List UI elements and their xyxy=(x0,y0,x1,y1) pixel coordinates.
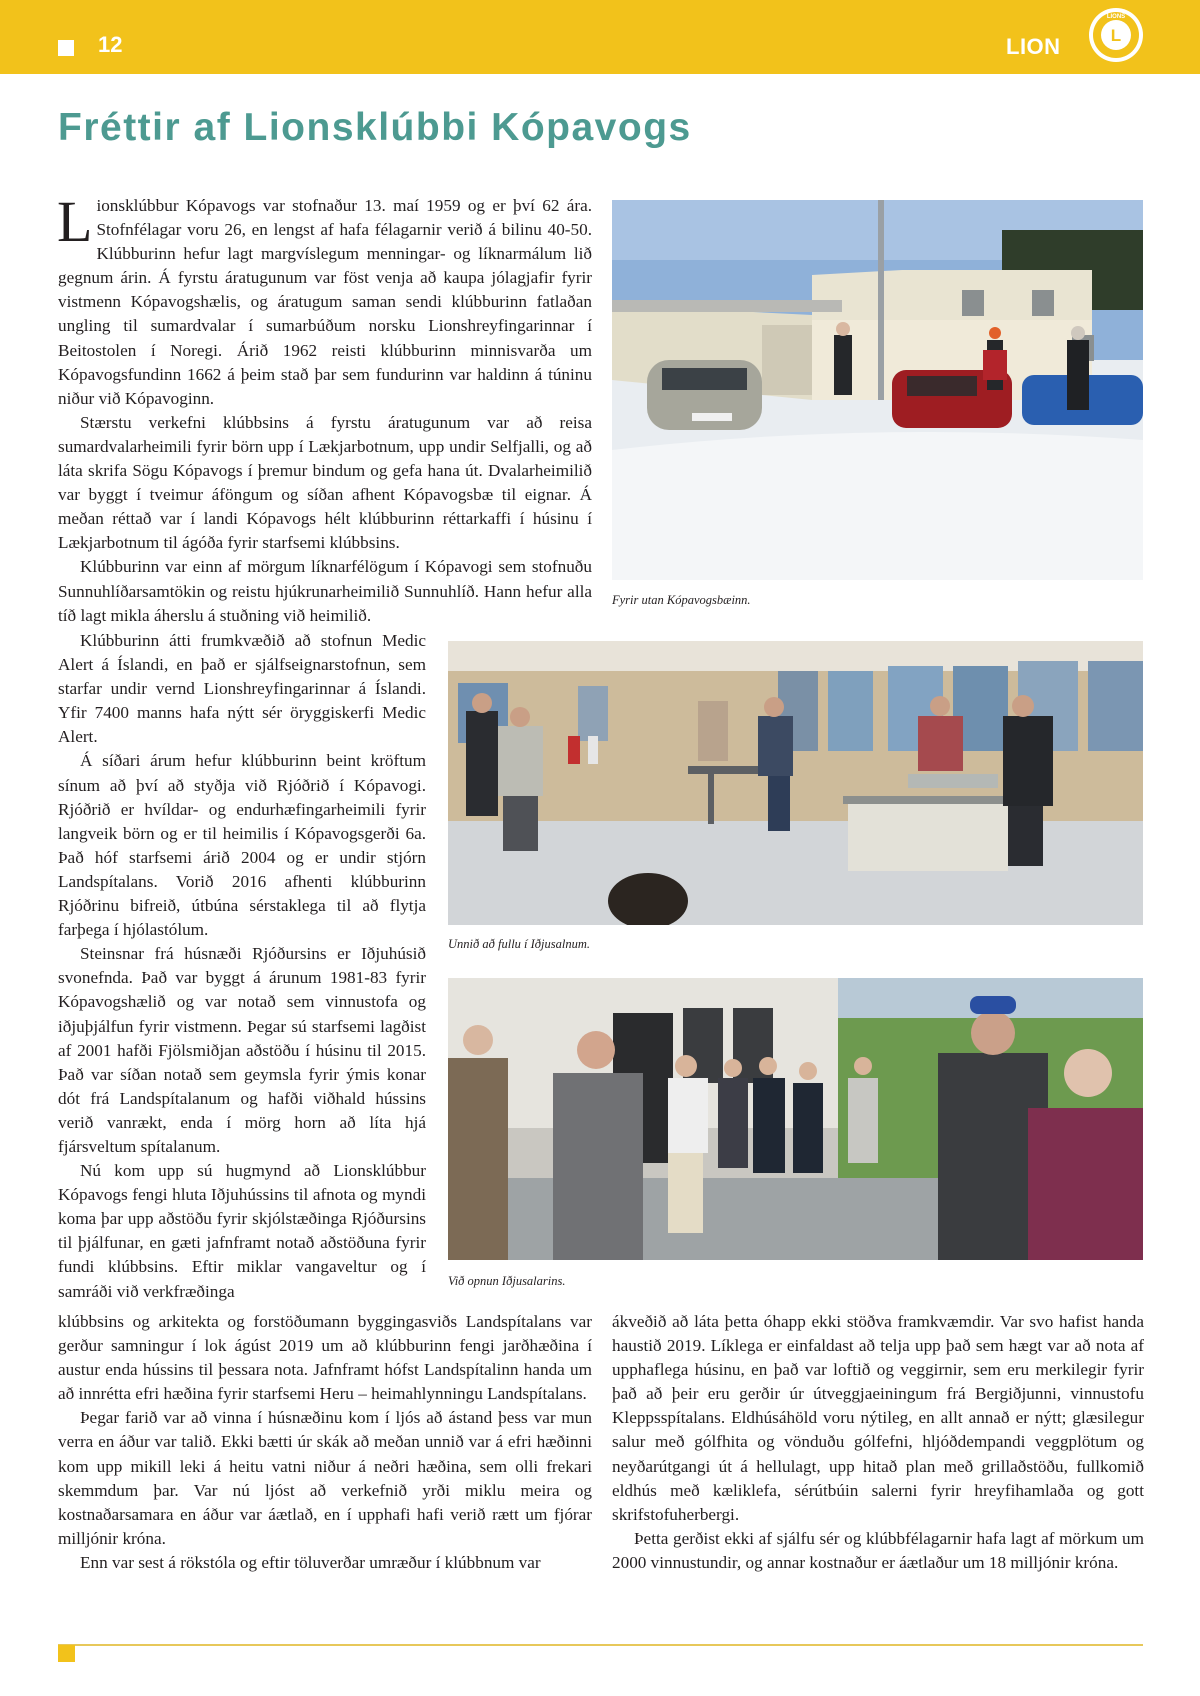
svg-text:L: L xyxy=(1110,26,1122,45)
paragraph-8: Þegar farið var að vinna í húsnæðinu kom í ljós að ástand þess var mun verra en áður var talið. Ekki bætti úr skák að meðan unnið var á efri hæðinni kom upp mikill leki á heitu vatni niður á neðri hæðina, sem olli frekari skemmdum þar. Var nú ljóst að verkefnið yrði miklu meira og kostnaðarsamara en áður var áætlað, en í upphafi hafi verið rætt um fjórar milljónir króna. xyxy=(58,1408,592,1548)
article-text-intro xyxy=(57,189,592,628)
paragraph-2: Stærstu verkefni klúbbsins á fyrstu áratugunum var að reisa sumardvalarheimili fyrir börn upp í Lækjarbotnum, upp undir Selfjalli, og að láta skrifa Sögu Kópavogs í þremur bindum og gefa hana út. Dvalarheimilið var byggt í tveimur áföngum og síðan afhent Kópavogsbæ til eignar. Á meðan réttað var í landi Kópavogs hélt klúbburinn réttarkaffi í húsinu í Lækjarbotnum til ágóða fyrir starfsemi klúbbsins. xyxy=(58,412,592,553)
photo-workshop xyxy=(448,641,1143,925)
article-text-lower-left xyxy=(58,1310,592,1575)
paragraph-7b: klúbbsins og arkitekta og forstöðumann byggingasviðs Landspítalans var gerður samningur í lok ágúst 2019 um að klúbburinn fengi jarðhæðina í austur enda hússins til þessara nota. Jafnframt hófst Landspítalinn handa um að innrétta efri hæðina fyrir starfsemi Heru – heimahlynningu Landspítalans. xyxy=(58,1312,592,1404)
paragraph-3: Klúbburinn var einn af mörgum líknarfélögum í Kópavogi sem stofnuðu Sunnuhlíðarsamtökin og reistu hjúkrunarheimilið Sunnuhlíð. Hann hefur alla tíð lagt mikla áherslu á stuðning við heimilið. xyxy=(58,557,592,625)
paragraph-9: Enn var sest á rökstóla og eftir töluverðar umræður í klúbbnum var xyxy=(80,1552,541,1572)
paragraph-7a: Nú kom upp sú hugmynd að Lionsklúbbur Kópavogs fengi hluta Iðjuhússins til afnota og myndi koma þar upp aðstöðu fyrir skjólstæðinga Rjóðursins til þjálfunar, en gæti jafnframt notað aðstöðuna fyrir fundi klúbbsins. Eftir miklar vangaveltur og í samráði við verkfræðinga xyxy=(58,1161,426,1301)
paragraph-1-text: ionsklúbbur Kópavogs var stofnaður 13. maí 1959 og er því 62 ára. Stofnfélagar voru 26, en lengst af hafa félagarnir verið á bilinu 40-50. Klúbburinn hefur lagt margvíslegum menningar- og líknarmálum lið gegnum árin. Á fyrstu áratugunum var föst venja að kaupa jólagjafir fyrir vistmenn Kópavogshælis, og áratugum saman sendi klúbburinn fatlaðan ungling til sumardvalar í sumarbúðum norsku Lionshreyfingarinnar í Beitostolen í Noregi. Árið 1962 reisti klúbburinn minnisvarða um Kópavogsfundinn 1662 á þeim stað þar sem fundurinn var haldinn á túninu niður við Kópavoginn. xyxy=(58,196,592,408)
article-text-lower-right xyxy=(612,1310,1144,1575)
paragraph-1 xyxy=(57,189,592,411)
paragraph-6: Steinsnar frá húsnæði Rjóðursins er Iðjuhúsið svonefnda. Það var byggt á árunum 1981-83 fyrir Kópavogshælið og var notað sem vinnustofa og iðjuþjálfun fyrir vistmenn. Þegar sú starfsemi lagðist af 2001 hafði Fjölsmiðjan aðstöðu í húsinu til 2015. Það var síðan notað sem geymsla fyrir ýmis konar dót frá Landspítalanum og hafði viðhald hússins verið vanrækt, enda í mörg horn að líta hjá fjársveltum spítalanum. xyxy=(58,944,426,1156)
photo-workshop-caption: Unnið að fullu í Iðjusalnum. xyxy=(448,937,591,951)
paragraph-9-continued: ákveðið að láta þetta óhapp ekki stöðva framkvæmdir. Var svo hafist handa haustið 2019. Líklega er einfaldast að telja upp það sem hægt var að nota af upphaflega húsinu, en það var loftið og veggirnir, sem eru merkilegir fyrir það að þeir eru gerðir úr útveggjaeiningum frá Bergiðjunni, vinnustofu Kleppsspítalans. Eldhúsáhöld voru nýtileg, en allt annað er nýtt; glæsilegur salur með gólfhita og vönduðu gólfefni, hljóðdempandi veggplötum og neyðarútgangi út á hellulagt, upp hitað plan með grillaðstöðu, fullkomið eldhús með kæliklefa, sérútbúin salerni fyrir hreyfihamlaða og gott skrifstofuherbergi. xyxy=(612,1312,1144,1524)
photo-outside-caption: Fyrir utan Kópavogsbæinn. xyxy=(612,593,751,607)
paragraph-4: Klúbburinn átti frumkvæðið að stofnun Medic Alert á Íslandi, en það er sjálfseignarstofnun, sem starfar undir vernd Lionshreyfingarinnar á Íslandi. Yfir 7400 manns hafa nýtt sér öryggiskerfi Medic Alert. xyxy=(58,631,426,747)
lions-logo-text: LIONS xyxy=(1106,14,1126,20)
magazine-name: LION xyxy=(1006,34,1061,59)
photo-outside-building xyxy=(612,200,1143,580)
paragraph-10: Þetta gerðist ekki af sjálfu sér og klúbbfélagarnir hafa lagt af mörkum um 2000 vinnustundir, og annar kostnaður er áætlaður um 18 milljónir króna. xyxy=(612,1528,1144,1572)
lions-logo-icon xyxy=(1087,6,1145,64)
footer-rule xyxy=(58,1644,1143,1646)
photo-opening-caption: Við opnun Iðjusalarins. xyxy=(448,1274,566,1288)
header-bar xyxy=(0,0,1200,74)
paragraph-5: Á síðari árum hefur klúbburinn beint kröftum sínum að því að styðja við Rjóðrið í Kópavogi. Rjóðrið er hvíldar- og endurhæfingarheimili fyrir langveik börn og er til heimilis í Kópavogsgerði 6a. Það hóf starfsemi árið 2004 og er undir stjórn Landspítalans. Vorið 2016 afhenti klúbburinn Rjóðrinu bifreið, útbúna sérstaklega til að flytja farþega í hjólastólum. xyxy=(58,751,426,940)
photo-opening xyxy=(448,978,1143,1260)
drop-cap: L xyxy=(57,189,93,254)
article-text-middle xyxy=(58,629,426,1304)
header-square xyxy=(58,40,74,56)
article-title: Fréttir af Lionsklúbbi Kópavogs xyxy=(58,106,692,149)
footer-square xyxy=(58,1645,75,1662)
page-number: 12 xyxy=(98,32,123,57)
